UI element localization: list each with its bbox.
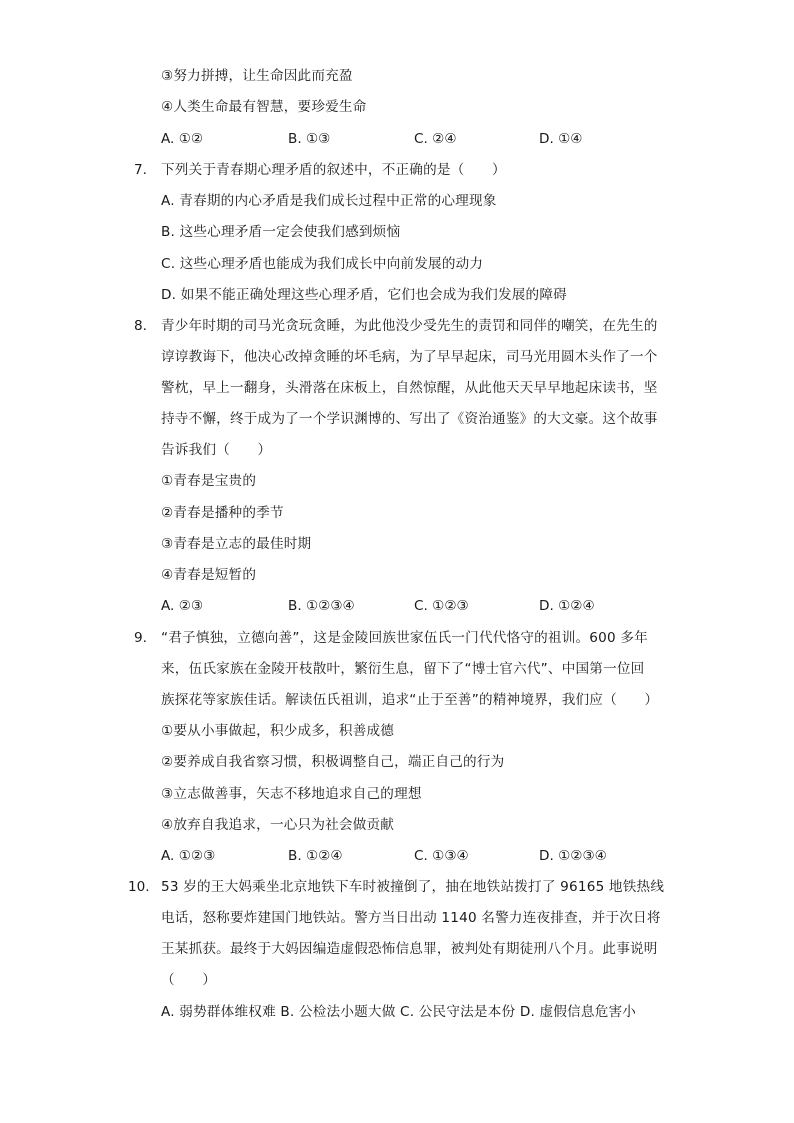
q9-number: 9.: [134, 630, 147, 646]
q7-choice-c: C. 这些心理矛盾也能成为我们成长中向前发展的动力: [161, 256, 484, 272]
q10-stem-line: 电话，怒称要炸建国门地铁站。警方当日出动 1140 名警力连夜排查，并于次日将: [161, 910, 661, 926]
q9-item-1: ①要从小事做起，积少成多，积善成德: [161, 723, 395, 739]
q9-item-2: ②要养成自我省察习惯，积极调整自己，端正自己的行为: [161, 754, 505, 770]
q8-option-d: D. ①②④: [539, 598, 595, 614]
q8-number: 8.: [134, 318, 147, 334]
q10-stem-line: 王某抓获。最终于大妈因编造虚假恐怖信息罪，被判处有期徒刑八个月。此事说明: [161, 941, 658, 957]
q9-option-c: C. ①③④: [414, 848, 469, 864]
q8-option-a: A. ②③: [161, 598, 204, 614]
q8-item-4: ④青春是短暂的: [161, 567, 257, 583]
q8-stem-line: 谆谆教诲下，他决心改掉贪睡的坏毛病，为了早早起床，司马光用圆木头作了一个: [161, 349, 658, 365]
q10-stem-line: （ ）: [161, 972, 217, 988]
q7-number: 7.: [134, 162, 147, 178]
q9-option-a: A. ①②③: [161, 848, 216, 864]
q7-choice-d: D. 如果不能正确处理这些心理矛盾，它们也会成为我们发展的障碍: [161, 287, 567, 303]
q6-item-3: ③努力拼搏，让生命因此而充盈: [161, 68, 353, 84]
q8-stem-line: 持寺不懈，终于成为了一个学识渊博的、写出了《资治通鉴》的大文豪。这个故事: [161, 411, 658, 427]
q6-option-d: D. ①④: [539, 131, 583, 147]
q9-option-b: B. ①②④: [288, 848, 343, 864]
q8-option-c: C. ①②③: [414, 598, 469, 614]
q9-item-3: ③立志做善事，矢志不移地追求自己的理想: [161, 786, 422, 802]
q7-choice-b: B. 这些心理矛盾一定会使我们感到烦恼: [161, 224, 401, 240]
q7-stem: 下列关于青春期心理矛盾的叙述中，不正确的是（ ）: [161, 162, 506, 178]
q8-stem-line: 告诉我们（ ）: [161, 442, 272, 458]
q6-option-c: C. ②④: [414, 131, 457, 147]
q9-stem-line: “君子慎独，立德向善”，这是金陵回族世家伍氏一门代代恪守的祖训。600 多年: [161, 630, 648, 646]
q6-item-4: ④人类生命最有智慧，要珍爱生命: [161, 99, 367, 115]
q10-number: 10.: [128, 879, 150, 895]
q10-stem-line: 53 岁的王大妈乘坐北京地铁下车时被撞倒了，抽在地铁站拨打了 96165 地铁热线: [161, 879, 665, 895]
q8-option-b: B. ①②③④: [288, 598, 355, 614]
q9-option-d: D. ①②③④: [539, 848, 607, 864]
q9-item-4: ④放弃自我追求，一心只为社会做贡献: [161, 817, 395, 833]
q8-item-1: ①青春是宝贵的: [161, 473, 257, 489]
q9-stem-line: 族探花等家族佳话。解读伍氏祖训，追求“止于至善”的精神境界，我们应（ ）: [161, 692, 659, 708]
q6-option-a: A. ①②: [161, 131, 204, 147]
q10-options-line: A. 弱势群体维权难 B. 公检法小题大做 C. 公民守法是本份 D. 虚假信息危害小: [161, 1004, 637, 1020]
q8-item-3: ③青春是立志的最佳时期: [161, 536, 312, 552]
q9-stem-line: 来，伍氏家族在金陵开枝散叶，繁衍生息，留下了“博士官六代”、中国第一位回: [161, 661, 645, 677]
q8-stem-line: 警枕，早上一翻身，头滑落在床板上，自然惊醒，从此他天天早早地起床读书，坚: [161, 380, 658, 396]
q8-stem-line: 青少年时期的司马光贪玩贪睡，为此他没少受先生的责罚和同伴的嘲笑，在先生的: [161, 318, 658, 334]
q7-choice-a: A. 青春期的内心矛盾是我们成长过程中正常的心理现象: [161, 193, 497, 209]
q8-item-2: ②青春是播种的季节: [161, 505, 284, 521]
q6-option-b: B. ①③: [288, 131, 331, 147]
